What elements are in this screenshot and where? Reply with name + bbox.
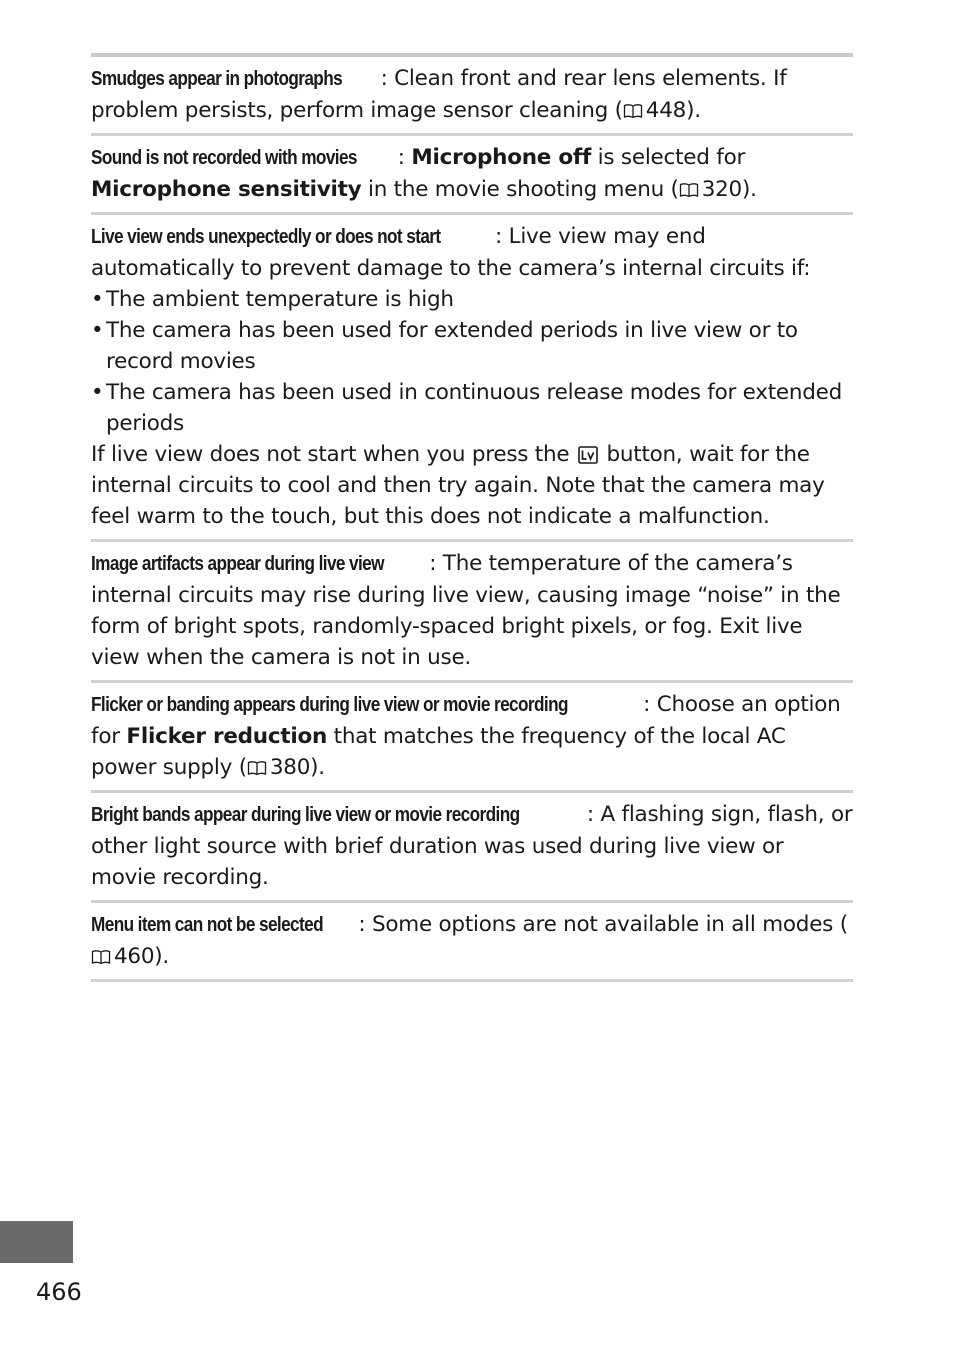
- page-number: 466: [36, 1278, 82, 1306]
- page-reference[interactable]: 320: [701, 177, 742, 202]
- menu-option-microphone-off: Microphone off: [411, 145, 592, 170]
- entry-flicker: Flicker or banding appears during live view or movie recording : Choose an option for Flicker reduction that matches the frequency of the local AC power supply ( 380).: [91, 683, 853, 793]
- page-reference[interactable]: 380: [269, 755, 311, 780]
- entry-heading: Live view ends unexpectedly or does not start: [91, 226, 441, 248]
- entry-live-view-ends: Live view ends unexpectedly or does not start : Live view may end automatically to prevent damage to the camera’s internal circuits if: • The ambient temperature is high • The camera has been used for extended periods in live view or to record movies • The camera has been used in continuous release modes for extended periods If live view does not start when you press the button, wait for the internal circuits to cool and then try again. Note that the camera may feel warm to the touch, but this does not indicate a malfunction.: [91, 215, 853, 542]
- entry-heading: Image artifacts appear during live view: [91, 553, 384, 575]
- menu-item-flicker-reduction: Flicker reduction: [126, 724, 328, 749]
- page-reference[interactable]: 460: [114, 944, 155, 969]
- entry-menu-item: Menu item can not be selected : Some options are not available in all modes (460).: [91, 903, 853, 982]
- entry-sound: Sound is not recorded with movies : Microphone off is selected for Microphone sensitivity in the movie shooting menu ( 320).: [91, 136, 853, 215]
- entry-image-artifacts: Image artifacts appear during live view : The temperature of the camera’s internal circuits may rise during live view, causing image “noise” in the form of bright spots, randomly-spaced bright pixels, or fog. Exit live view when the camera is not in use.: [91, 542, 853, 683]
- menu-item-microphone-sensitivity: Microphone sensitivity: [91, 177, 362, 202]
- condition-list: [91, 284, 853, 439]
- entry-smudges: Smudges appear in photographs : Clean front and rear lens elements. If problem persists, perform image sensor cleaning ( 448).: [91, 57, 853, 136]
- book-icon: [247, 754, 267, 770]
- entry-heading: Sound is not recorded with movies: [91, 147, 357, 169]
- lv-button-icon: [578, 442, 598, 460]
- troubleshooting-list: [91, 53, 853, 982]
- entry-heading: Bright bands appear during live view or movie recording: [91, 804, 520, 826]
- entry-heading: Smudges appear in photographs: [91, 68, 343, 90]
- list-item: • The ambient temperature is high: [91, 287, 454, 312]
- section-tab-marker: [0, 1221, 73, 1263]
- page-reference[interactable]: 448: [645, 98, 687, 123]
- entry-heading: Menu item can not be selected: [91, 914, 324, 936]
- entry-heading: Flicker or banding appears during live view or movie recording: [91, 694, 568, 716]
- list-item: • The camera has been used for extended periods in live view or to record movies: [91, 318, 798, 374]
- book-icon: [91, 943, 111, 959]
- list-item: • The camera has been used in continuous release modes for extended periods: [91, 380, 843, 436]
- book-icon: [679, 176, 699, 192]
- entry-bright-bands: Bright bands appear during live view or movie recording : A flashing sign, flash, or other light source with brief duration was used during live view or movie recording.: [91, 793, 853, 903]
- book-icon: [623, 97, 643, 113]
